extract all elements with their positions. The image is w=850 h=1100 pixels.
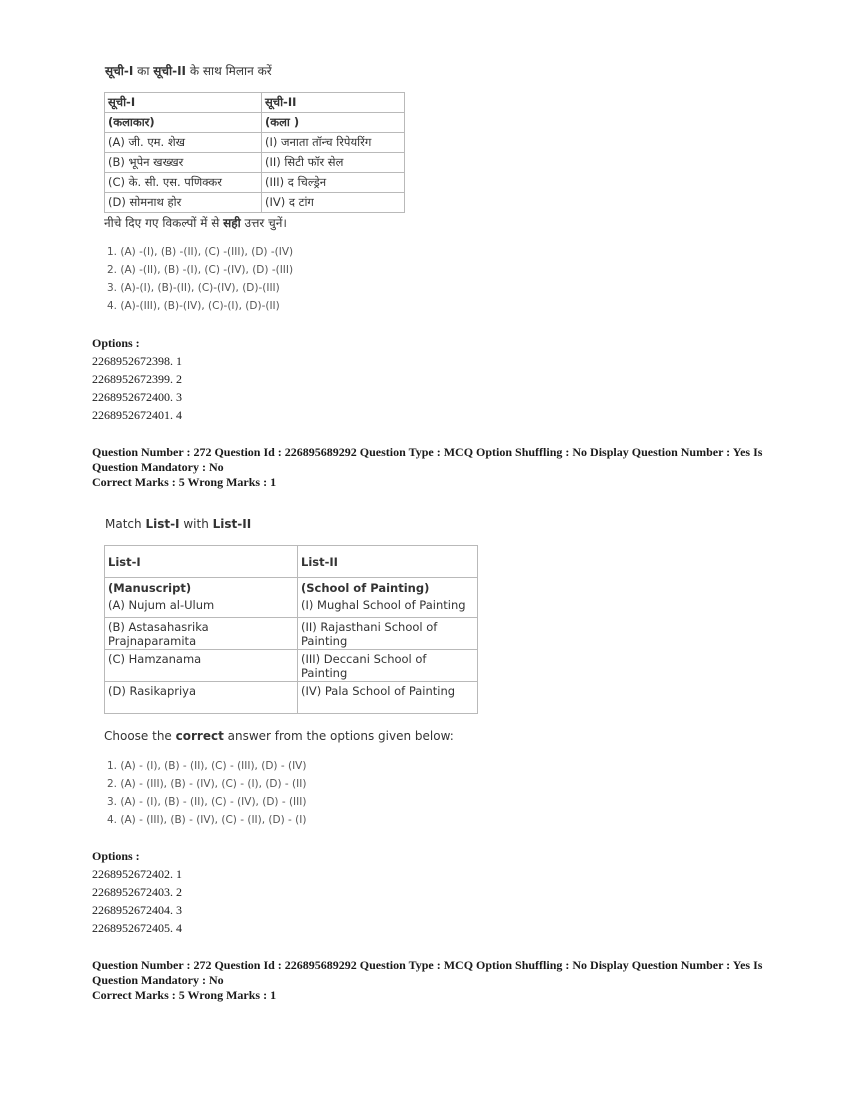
q2-options-list bbox=[92, 865, 182, 937]
q1-match-table bbox=[104, 92, 405, 213]
table-row bbox=[105, 618, 478, 650]
table-cell: (III) द चिल्ड्रेन bbox=[262, 173, 405, 193]
table-header-cell: सूची-II bbox=[262, 93, 405, 113]
table-cell: (C) के. सी. एस. पणिक्कर bbox=[105, 173, 262, 193]
table-subheader-cell: (School of Painting) bbox=[298, 578, 478, 598]
q2-choose-instruction bbox=[104, 729, 454, 743]
option-id: 2268952672401. 4 bbox=[92, 408, 182, 422]
table-cell: (IV) Pala School of Painting bbox=[298, 682, 478, 714]
option-id: 2268952672403. 2 bbox=[92, 885, 182, 899]
q1-instruction-text: का bbox=[133, 64, 154, 78]
question-meta-line: Question Number : 272 Question Id : 226895689292 Question Type : MCQ Option Shuffling : No Display Question Number : Yes Is Question Mandatory : No bbox=[92, 958, 763, 987]
answer-choice: 2. (A) -(II), (B) -(I), (C) -(IV), (D) -(III) bbox=[107, 264, 294, 276]
answer-choice: 2. (A) - (III), (B) - (IV), (C) - (I), (D) - (II) bbox=[107, 778, 307, 790]
answer-choice: 3. (A) - (I), (B) - (II), (C) - (IV), (D) - (III) bbox=[107, 796, 307, 808]
answer-choice: 1. (A) -(I), (B) -(II), (C) -(III), (D) -(IV) bbox=[107, 246, 294, 258]
table-header-row bbox=[105, 93, 405, 113]
q1-options-label: Options : bbox=[92, 336, 140, 350]
option-id: 2268952672402. 1 bbox=[92, 867, 182, 881]
table-header-cell: List-I bbox=[105, 546, 298, 578]
q2-match-table bbox=[104, 545, 478, 714]
table-cell: (A) जी. एम. शेख bbox=[105, 133, 262, 153]
table-cell: (IV) द टांग bbox=[262, 193, 405, 213]
q1-instruction-list2: सूची-II bbox=[153, 64, 187, 78]
option-id: 2268952672399. 2 bbox=[92, 372, 182, 386]
answer-choice: 3. (A)-(I), (B)-(II), (C)-(IV), (D)-(III) bbox=[107, 282, 280, 294]
q1-choose-instruction bbox=[104, 214, 287, 231]
table-row bbox=[105, 153, 405, 173]
answer-choice: 4. (A) - (III), (B) - (IV), (C) - (II), (D) - (I) bbox=[107, 814, 307, 826]
table-subheader-row bbox=[105, 578, 478, 598]
option-id: 2268952672400. 3 bbox=[92, 390, 182, 404]
q2-instruction-text: Match bbox=[105, 517, 146, 531]
question-marks-line: Correct Marks : 5 Wrong Marks : 1 bbox=[92, 475, 277, 489]
option-id: 2268952672405. 4 bbox=[92, 921, 182, 935]
q2-instruction-list2: List-II bbox=[212, 517, 252, 531]
q2-instruction-list1: List-I bbox=[145, 517, 180, 531]
question-marks-line: Correct Marks : 5 Wrong Marks : 1 bbox=[92, 988, 277, 1002]
table-header-row bbox=[105, 546, 478, 578]
table-cell: (II) Rajasthani School of Painting bbox=[298, 618, 478, 650]
table-header-cell: सूची-I bbox=[105, 93, 262, 113]
table-row bbox=[105, 650, 478, 682]
table-cell: (II) सिटी फॉर सेल bbox=[262, 153, 405, 173]
table-row bbox=[105, 682, 478, 714]
table-row bbox=[105, 598, 478, 618]
q2-choose-bold: correct bbox=[175, 729, 224, 743]
answer-choice: 4. (A)-(III), (B)-(IV), (C)-(I), (D)-(II) bbox=[107, 300, 280, 312]
table-row bbox=[105, 173, 405, 193]
option-id: 2268952672404. 3 bbox=[92, 903, 182, 917]
question-meta-line: Question Number : 272 Question Id : 226895689292 Question Type : MCQ Option Shuffling : No Display Question Number : Yes Is Question Mandatory : No bbox=[92, 445, 763, 474]
q1-choose-text: नीचे दिए गए विकल्पों में से bbox=[104, 216, 224, 230]
table-cell: (B) Astasahasrika Prajnaparamita bbox=[105, 618, 298, 650]
question-meta-2 bbox=[92, 958, 772, 1003]
table-header-cell: List-II bbox=[298, 546, 478, 578]
table-cell: (A) Nujum al-Ulum bbox=[105, 598, 298, 618]
table-cell: (C) Hamzanama bbox=[105, 650, 298, 682]
table-subheader-row bbox=[105, 113, 405, 133]
table-cell: (B) भूपेन खख्खर bbox=[105, 153, 262, 173]
question-meta-1 bbox=[92, 445, 772, 490]
table-cell: (III) Deccani School of Painting bbox=[298, 650, 478, 682]
q2-instruction-mid: with bbox=[179, 517, 213, 531]
answer-choice: 1. (A) - (I), (B) - (II), (C) - (III), (D) - (IV) bbox=[107, 760, 307, 772]
table-subheader-cell: (Manuscript) bbox=[105, 578, 298, 598]
q1-instruction-tail: के साथ मिलान करें bbox=[186, 64, 272, 78]
q1-answer-list bbox=[107, 243, 293, 315]
q2-choose-tail: answer from the options given below: bbox=[223, 729, 454, 743]
q2-options-label: Options : bbox=[92, 849, 140, 863]
table-row bbox=[105, 133, 405, 153]
q1-instruction-list1: सूची-I bbox=[105, 64, 134, 78]
q1-options-list bbox=[92, 352, 182, 424]
q1-choose-bold: सही bbox=[223, 216, 241, 230]
option-id: 2268952672398. 1 bbox=[92, 354, 182, 368]
table-subheader-cell: (कलाकार) bbox=[105, 113, 262, 133]
table-cell: (D) सोमनाथ होर bbox=[105, 193, 262, 213]
table-cell: (I) Mughal School of Painting bbox=[298, 598, 478, 618]
q2-instruction bbox=[105, 517, 251, 531]
q1-choose-tail: उत्तर चुनें। bbox=[240, 216, 287, 230]
table-cell: (D) Rasikapriya bbox=[105, 682, 298, 714]
table-row bbox=[105, 193, 405, 213]
q2-answer-list bbox=[107, 757, 306, 829]
q1-instruction bbox=[105, 62, 272, 79]
q2-choose-text: Choose the bbox=[104, 729, 176, 743]
table-cell: (I) जनाता तॉन्च रिपेयरिंग bbox=[262, 133, 405, 153]
table-subheader-cell: (कला ) bbox=[262, 113, 405, 133]
